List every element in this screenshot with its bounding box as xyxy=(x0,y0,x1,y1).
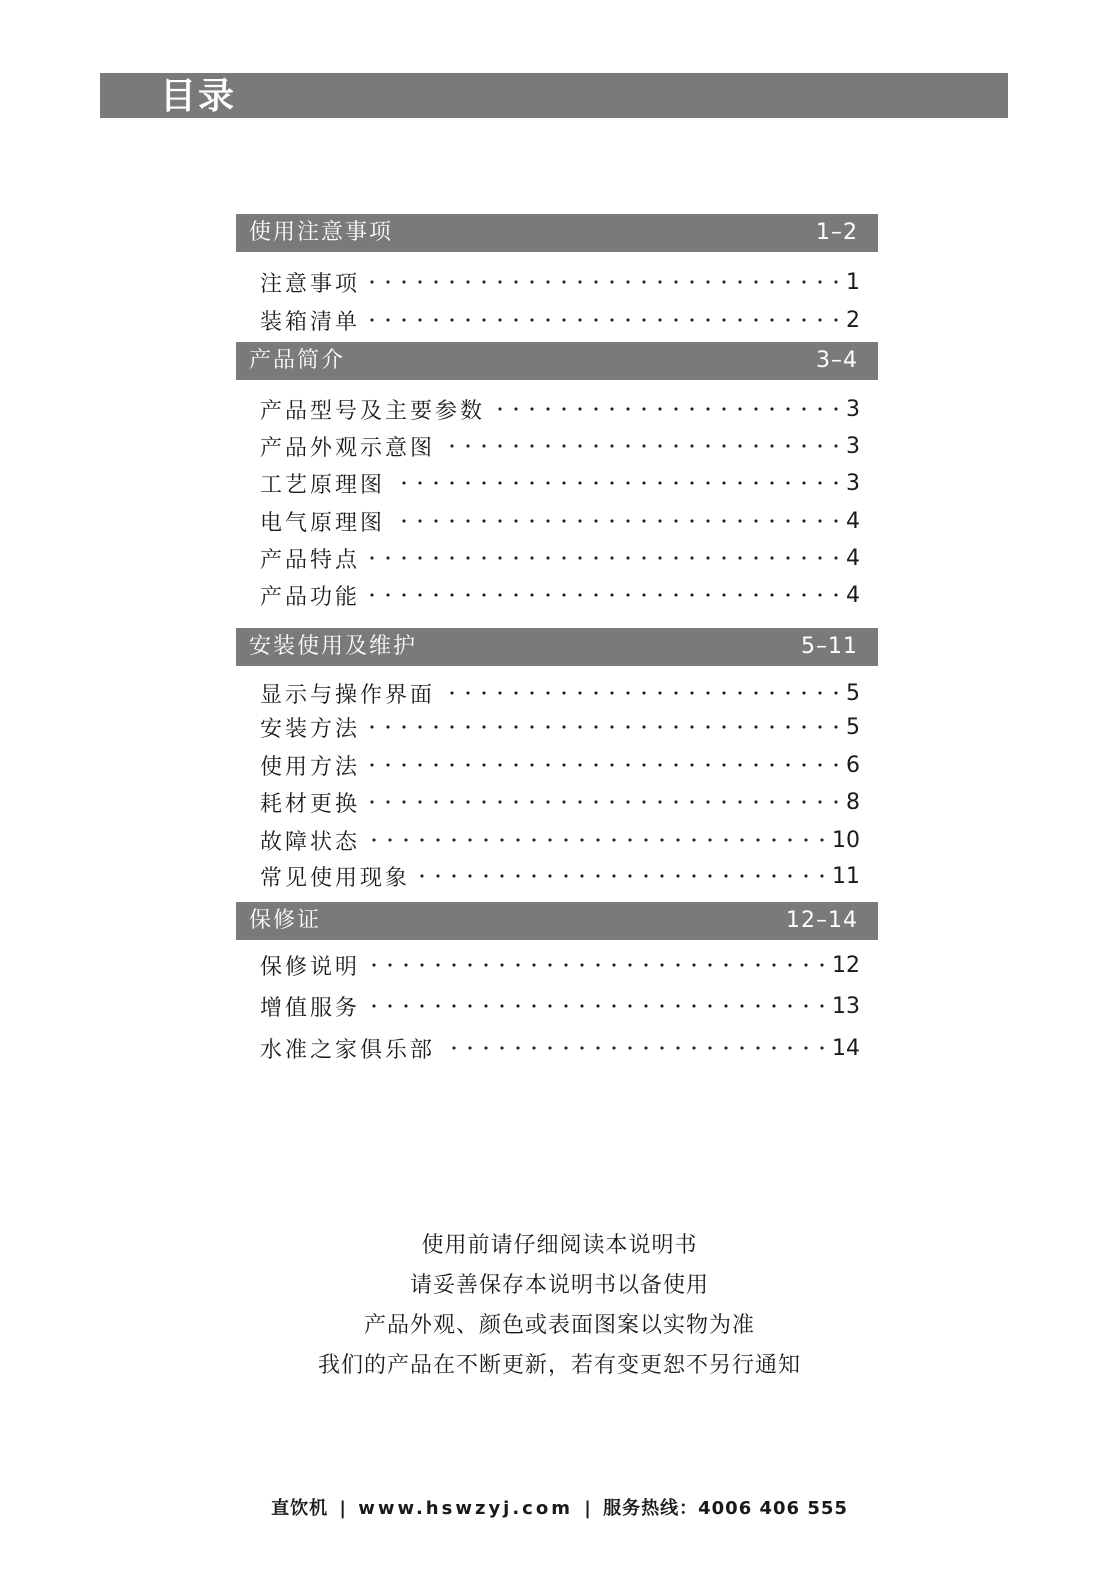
entry-label: 保修说明 xyxy=(260,954,361,980)
toc-entry[interactable] xyxy=(260,712,860,742)
toc-entry[interactable] xyxy=(260,431,860,461)
entry-label: 安装方法 xyxy=(260,716,361,742)
section-title: 产品简介 xyxy=(249,348,346,373)
entry-label: 故障状态 xyxy=(260,829,361,855)
toc-entry[interactable] xyxy=(260,580,860,610)
section-title: 保修证 xyxy=(249,908,322,933)
footer xyxy=(0,1494,1119,1520)
dot-leader xyxy=(370,825,830,855)
entry-page-number: 4 xyxy=(846,582,860,608)
entry-label: 水准之家俱乐部 xyxy=(260,1037,436,1063)
entry-page-number: 10 xyxy=(832,827,860,853)
dot-leader xyxy=(370,950,830,980)
dot-leader xyxy=(445,1033,830,1063)
toc-entry[interactable] xyxy=(260,543,860,573)
footer-separator: | xyxy=(584,1498,592,1519)
section-title: 使用注意事项 xyxy=(249,220,394,245)
toc-entry[interactable] xyxy=(260,468,860,498)
entry-label: 使用方法 xyxy=(260,754,361,780)
entry-label: 产品外观示意图 xyxy=(260,435,436,461)
footer-hotline-number: 4006 406 555 xyxy=(698,1498,848,1519)
entry-page-number: 8 xyxy=(846,789,860,815)
toc-entry[interactable] xyxy=(260,787,860,817)
toc-entry[interactable] xyxy=(260,305,860,335)
dot-leader xyxy=(370,543,844,573)
toc-section-header[interactable] xyxy=(236,902,878,940)
dot-leader xyxy=(370,991,830,1021)
section-page-range: 12–14 xyxy=(786,908,858,933)
entry-page-number: 4 xyxy=(846,545,860,571)
entry-page-number: 12 xyxy=(832,952,860,978)
entry-page-number: 6 xyxy=(846,752,860,778)
dot-leader xyxy=(395,468,844,498)
footer-product: 直饮机 xyxy=(271,1498,329,1519)
entry-label: 耗材更换 xyxy=(260,791,361,817)
note-line: 产品外观、颜色或表面图案以实物为准 xyxy=(363,1313,755,1338)
entry-page-number: 5 xyxy=(846,680,860,706)
toc-section-header[interactable] xyxy=(236,342,878,380)
entry-page-number: 4 xyxy=(846,508,860,534)
entry-page-number: 3 xyxy=(846,396,860,422)
dot-leader xyxy=(395,506,844,536)
entry-page-number: 3 xyxy=(846,433,860,459)
footer-website-link[interactable]: www.hswzyj.com xyxy=(358,1498,573,1519)
dot-leader xyxy=(370,305,844,335)
entry-page-number: 1 xyxy=(846,269,860,295)
toc-entry[interactable] xyxy=(260,267,860,297)
entry-label: 工艺原理图 xyxy=(260,472,386,498)
entry-label: 显示与操作界面 xyxy=(260,682,436,708)
page-header xyxy=(100,73,1008,118)
entry-page-number: 5 xyxy=(846,714,860,740)
entry-label: 产品特点 xyxy=(260,547,361,573)
entry-label: 增值服务 xyxy=(260,995,361,1021)
toc-entry[interactable] xyxy=(260,750,860,780)
entry-label: 产品型号及主要参数 xyxy=(260,398,486,424)
entry-label: 电气原理图 xyxy=(260,510,386,536)
dot-leader xyxy=(370,580,844,610)
footer-hotline-label: 服务热线： xyxy=(603,1498,699,1519)
entry-page-number: 11 xyxy=(832,863,860,889)
entry-label: 装箱清单 xyxy=(260,309,361,335)
section-title: 安装使用及维护 xyxy=(249,634,418,659)
dot-leader xyxy=(370,267,844,297)
entry-page-number: 13 xyxy=(832,993,860,1019)
section-page-range: 3–4 xyxy=(816,348,858,373)
toc-entry[interactable] xyxy=(260,394,860,424)
toc-entry[interactable] xyxy=(260,950,860,980)
dot-leader xyxy=(370,750,844,780)
dot-leader xyxy=(420,861,830,891)
dot-leader xyxy=(445,678,844,708)
entry-label: 常见使用现象 xyxy=(260,865,411,891)
entry-page-number: 2 xyxy=(846,307,860,333)
section-page-range: 5–11 xyxy=(801,634,858,659)
toc-entry[interactable] xyxy=(260,678,860,708)
entry-label: 注意事项 xyxy=(260,271,361,297)
toc-entry[interactable] xyxy=(260,861,860,891)
dot-leader xyxy=(495,394,844,424)
toc-section-header[interactable] xyxy=(236,628,878,666)
entry-page-number: 14 xyxy=(832,1035,860,1061)
note-line: 我们的产品在不断更新，若有变更恕不另行通知 xyxy=(317,1353,801,1378)
dot-leader xyxy=(370,712,844,742)
toc-entry[interactable] xyxy=(260,1033,860,1063)
page-title: 目录 xyxy=(160,76,237,117)
entry-page-number: 3 xyxy=(846,470,860,496)
note-line: 请妥善保存本说明书以备使用 xyxy=(409,1273,709,1298)
section-page-range: 1–2 xyxy=(816,220,858,245)
toc-entry[interactable] xyxy=(260,506,860,536)
dot-leader xyxy=(370,787,844,817)
dot-leader xyxy=(445,431,844,461)
note-line: 使用前请仔细阅读本说明书 xyxy=(421,1233,698,1258)
toc-entry[interactable] xyxy=(260,825,860,855)
toc-section-header[interactable] xyxy=(236,214,878,252)
usage-notes xyxy=(0,1226,1119,1386)
entry-label: 产品功能 xyxy=(260,584,361,610)
footer-separator: | xyxy=(339,1498,347,1519)
toc-entry[interactable] xyxy=(260,991,860,1021)
